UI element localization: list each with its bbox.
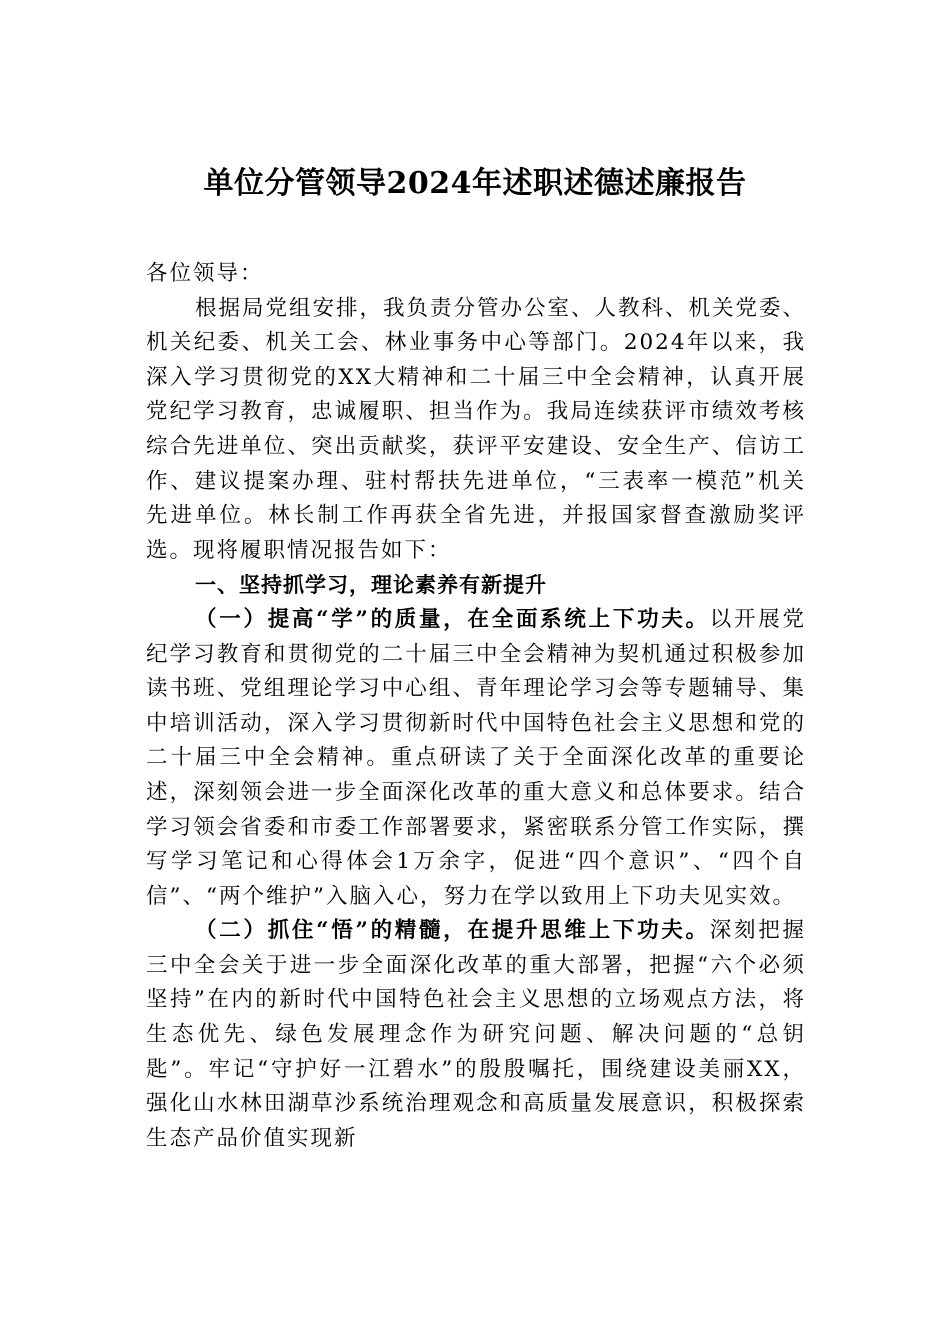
subsection-1-paragraph bbox=[146, 603, 806, 914]
intro-paragraph: 根据局党组安排，我负责分管办公室、人教科、机关党委、机关纪委、机关工会、林业事务中心等部门。2024年以来，我深入学习贯彻党的XX大精神和二十届三中全会精神，认真开展党纪学习教育，忠诚履职、担当作为。我局连续获评市绩效考核综合先进单位、突出贡献奖，获评平安建设、安全生产、信访工作、建议提案办理、驻村帮扶先进单位，“三表率一模范”机关先进单位。林长制工作再获全省先进，并报国家督查激励奖评选。现将履职情况报告如下： bbox=[146, 295, 807, 563]
section-heading: 一、坚持抓学习，理论素养有新提升 bbox=[195, 573, 547, 598]
subsection-1-text: 以开展党纪学习教育和贯彻党的二十届三中全会精神为契机通过积极参加读书班、党组理论学习中心组、青年理论学习会等专题辅导、集中培训活动，深入学习贯彻新时代中国特色社会主义思想和党的二十届三中全会精神。重点研读了关于全面深化改革的重要论述，深刻领会进一步全面深化改革的重大意义和总体要求。结合学习领会省委和市委工作部署要求，紧密联系分管工作实际，撰写学习笔记和心得体会1万余字，促进“四个意识”、“四个自信”、“两个维护”入脑入心，努力在学以致用上下功夫见实效。 bbox=[146, 606, 806, 909]
subsection-2-lead: （二）抓住“悟”的精髓，在提升思维上下功夫。 bbox=[195, 918, 710, 944]
salutation: 各位领导： bbox=[146, 261, 264, 286]
subsection-2-text: 深刻把握三中全会关于进一步全面深化改革的重大部署，把握“六个必须坚持”在内的新时代中国特色社会主义思想的立场观点方法，将生态优先、绿色发展理念作为研究问题、解决问题的“总钥匙”。牢记“守护好一江碧水”的殷殷嘱托，围绕建设美丽XX，强化山水林田湖草沙系统治理观念和高质量发展意识，积极探索生态产品价值实现新 bbox=[146, 918, 806, 1151]
subsection-1-lead: （一）提高“学”的质量，在全面系统上下功夫。 bbox=[195, 606, 710, 632]
subsection-2-paragraph bbox=[146, 914, 806, 1156]
document-body bbox=[146, 257, 806, 1156]
document-title: 单位分管领导2024年述职述德述廉报告 bbox=[203, 166, 747, 201]
